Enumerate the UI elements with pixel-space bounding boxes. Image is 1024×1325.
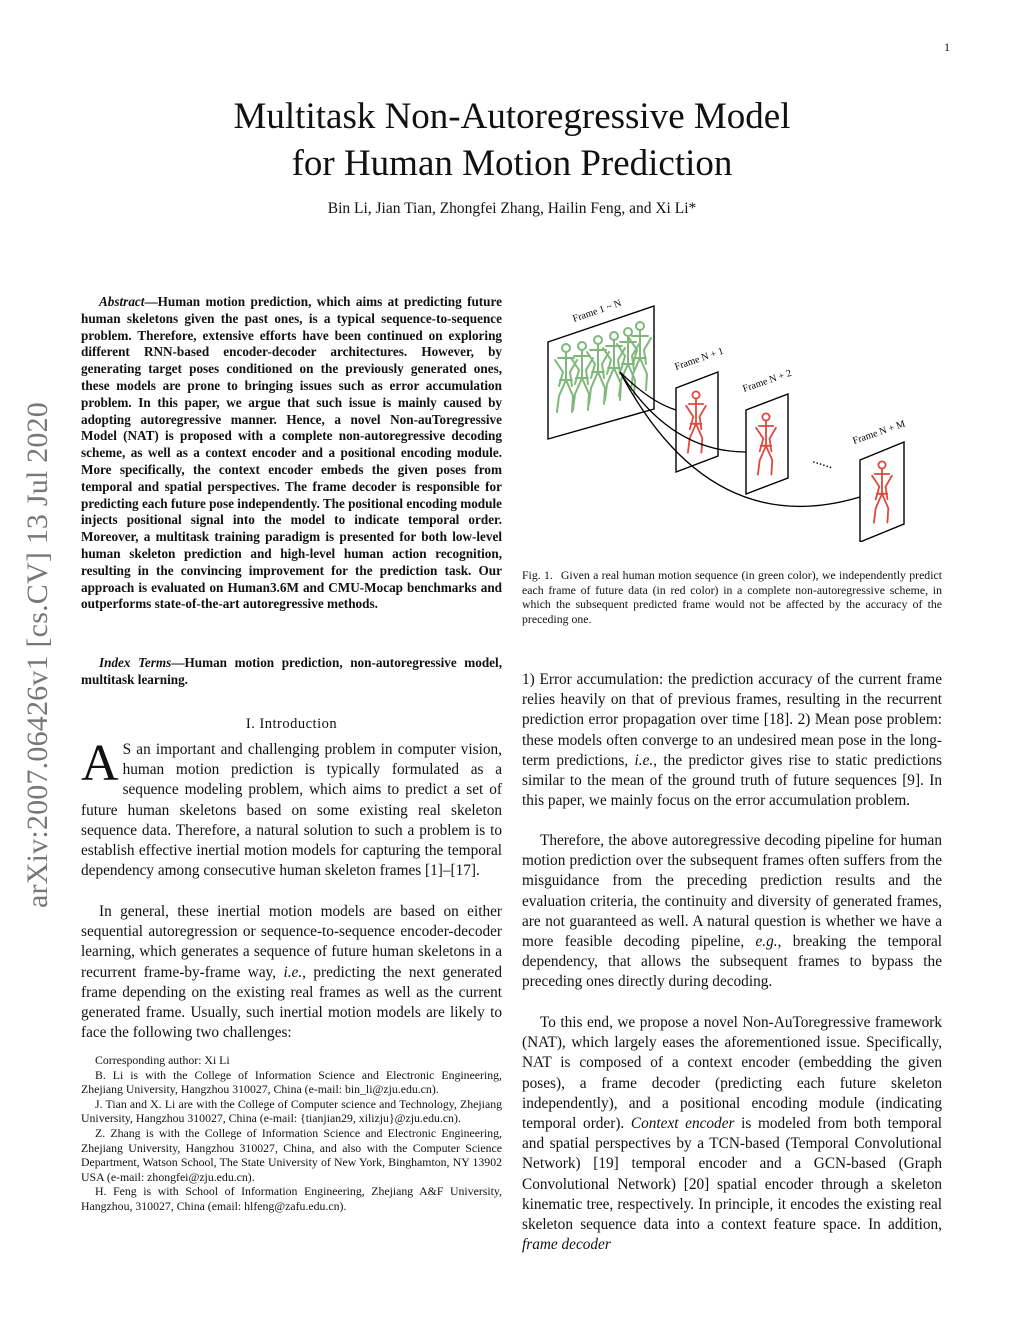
right-p1-ie: i.e. [634,751,654,769]
abstract [81,294,502,613]
fig-caption-label: Fig. 1. [522,568,553,582]
authors: Bin Li, Jian Tian, Zhongfei Zhang, Hailin Feng, and Xi Li* [327,200,697,217]
footnote: J. Tian and X. Li are with the College of Computer science and Technology, Zhejiang University, Hangzhou 310027, China (e-mail: {tianjian29, xilizju}@zju.edu.cn). [81,1096,502,1126]
frame-n2-panel [746,394,788,494]
label-frame-n1: Frame N + 1 [673,345,726,373]
figure-1 [530,292,930,542]
intro-p2-ie: i.e. [283,963,303,981]
section-heading: I. Introduction [245,716,338,732]
right-p2-text-b: , breaking the temporal dependency, that allows the subsequent frames to bypass the preceding ones directly during decoding. [522,933,942,991]
abstract-label: Abstract [99,294,145,309]
arxiv-id: arXiv:2007.06426v1 [cs.CV] 13 Jul 2020 [21,402,54,908]
right-p2-text-a: Therefore, the above autoregressive decoding pipeline for human motion prediction over the subsequent frames often suffers from the misguidance from the preceding prediction results and the evaluation criteria, the continuity and diversity of generated frames, are not guaranteed as well. A natural question is whether we have a more feasible decoding pipeline, [522,832,942,951]
figure-caption [522,568,942,626]
intro-paragraph-1 [81,735,502,881]
right-p1-text-a: 1) Error accumulation: the prediction accuracy of the current frame relies heavily on that of previous frames, resulting in the recurrent prediction error propagation over time [18]. 2) Mean pose problem: these models often converge to an undesired mean pose in the long-term predictions, [522,671,942,769]
right-p3-text-b: is modeled from both temporal and spatial perspectives by a TCN-based (Temporal Convolutional Network) [19] temporal encoder and a GCN-based (Graph Convolutional Network) [20] spatial encoder through a skeleton kinematic tree, respectively. In principle, it encodes the existing real skeleton sequence data into a context feature space. In addition, [522,1115,943,1234]
prediction-arrows [620,372,860,506]
right-paragraph-1 [522,670,942,811]
right-p2-eg: e.g. [755,933,778,951]
index-terms-label: Index Terms [99,655,172,670]
fig-caption-text: Given a real human motion sequence (in green color), we independently predict each frame of future data (in red color) in a complete non-autoregressive scheme, in which the subsequent predicted frame would not be affected by the accuracy of the preceding one. [522,568,942,626]
ellipsis: ...... [810,451,836,473]
right-p3-frame-decoder: frame decoder [522,1236,611,1254]
right-p3-context-encoder: Context encoder [630,1115,735,1133]
drop-cap: A [81,735,119,792]
index-terms-text: —Human motion prediction, non-autoregressive model, multitask learning. [81,655,503,687]
intro-p1-text: S an important and challenging problem in computer vision, human motion prediction is typically formulated as a sequence modeling problem, which aims to predict a set of future human skeletons based on some existing real skeleton sequence data. Therefore, a natural solution to such a problem is to establish effective inertial motion models for capturing the temporal dependency among consecutive human skeleton frames [1]–[17]. [81,741,502,880]
right-p3-text-a: To this end, we propose a novel Non-AuToregressive framework (NAT), which largely eases the aforementioned issue. Specifically, NAT is composed of a context encoder (embedding the given poses), a frame decoder (predicting each future skeleton independently), and a positional encoding module (indicating temporal order). [522,1014,942,1133]
right-p1-text-b: , the predictor gives rise to static predictions similar to the mean of the ground truth of future sequences [9]. In this paper, we mainly focus on the error accumulation problem. [522,751,942,810]
footnote: Z. Zhang is with the College of Information Science and Electronic Engineering, Zhejiang University, Hangzhou 310027, China, and also with the Computer Science Department, Watson School, The State University of New York, Binghamton, NY 13902 USA (e-mail: zhongfei@zju.edu.cn). [81,1125,502,1184]
intro-p2-text-b: , predicting the next generated frame depending on the existing real frames as well as the current generated frame. Usually, such inertial motion models are likely to face the following two challenges: [81,963,502,1042]
intro-p2-text-a: In general, these inertial motion models are based on either sequential autoregression or sequence-to-sequence encoder-decoder learning, which generates a sequence of future human skeletons in a recurrent frame-by-frame way, [81,903,502,981]
arxiv-watermark [8,365,68,945]
label-frame-n2: Frame N + 2 [741,367,794,395]
title-line-2: for Human Motion Prediction [291,143,733,184]
right-paragraph-2 [522,831,942,993]
title-line-1: Multitask Non-Autoregressive Model [233,96,791,137]
paper-title [150,93,874,187]
abstract-text: —Human motion prediction, which aims at predicting future human skeletons given the past ones, is a typical sequence-to-sequence problem. Therefore, extensive efforts have been continued on exploring different RNN-based encoder-decoder architectures. However, by generating target poses conditioned on the previously generated ones, these models are prone to bringing issues such as error accumulation problem. In this paper, we argue that such issue is mainly caused by adopting autoregressive manner. Hence, a novel Non-auToregressive Model (NAT) is proposed with a complete non-autoregressive decoding scheme, as well as a context encoder and a positional encoding module. More specifically, the context encoder embeds the given poses from temporal and spatial perspectives. The frame decoder is responsible for predicting each future pose independently. The positional encoding module injects positional signal into the model to indicate temporal order. Moreover, a multitask training paradigm is presented for both low-level human skeleton prediction and high-level human action recognition, resulting in the convincing improvement for the prediction task. Our approach is evaluated on Human3.6M and CMU-Mocap benchmarks and outperforms state-of-the-art autoregressive methods. [81,294,502,612]
intro-paragraph-2 [81,902,502,1043]
footnote: B. Li is with the College of Information Science and Electronic Engineering, Zhejiang University, Hangzhou 310027, China (e-mail: bin_li@zju.edu.cn). [81,1067,502,1097]
index-terms [81,655,502,689]
label-frame-1-n: Frame 1 ~ N [571,297,623,325]
right-paragraph-3 [522,1013,942,1255]
page-number: 1 [944,40,950,54]
label-frame-nm: Frame N + M [851,418,907,447]
footnotes [81,1053,502,1214]
footnote: H. Feng is with School of Information Engineering, Zhejiang A&F University, Hangzhou, 310027, China (email: hlfeng@zafu.edu.cn). [81,1184,502,1213]
footnote: Corresponding author: Xi Li [95,1053,230,1067]
